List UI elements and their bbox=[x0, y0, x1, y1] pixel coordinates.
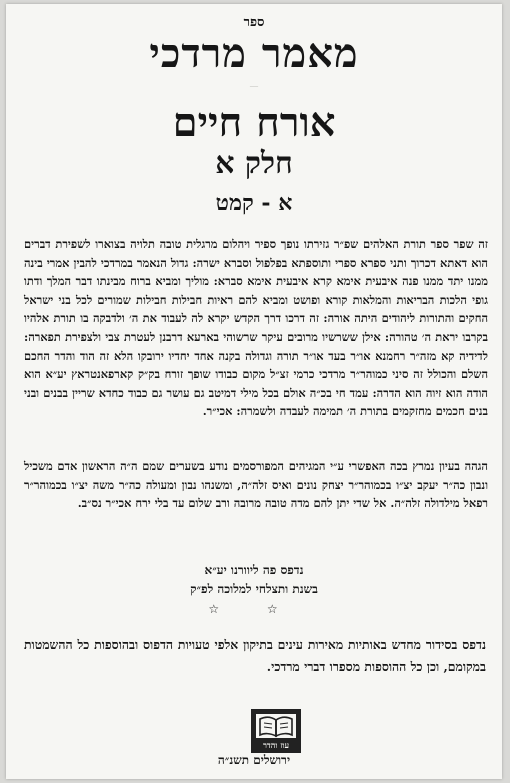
proofreader-father-2: רפאל מילדולה bbox=[424, 496, 488, 511]
title-page bbox=[6, 4, 502, 779]
edition-note: נדפס בסידור מחדש באותיות מאירות עינים בתיקון אלפי טעויות הדפוס ובהוספות כל ההשמטות במקומם, וכן כל ההוספות מספרו דברי מרדכי. bbox=[24, 637, 486, 674]
publish-year: בשנת ותצלחי למלוכה לפ״ק bbox=[190, 582, 318, 596]
open-book-icon bbox=[256, 714, 296, 738]
proofreader-father-1: יצחק נונים ואיס bbox=[272, 477, 344, 492]
faint-line: — bbox=[249, 82, 259, 92]
author-name: במרדכי bbox=[100, 255, 133, 270]
publish-place: נדפס פה ליוורנו יע״א bbox=[204, 563, 304, 577]
subtitle-range: א - קמט bbox=[215, 190, 293, 216]
subtitle-part: חלק א bbox=[215, 146, 293, 181]
author-full-name: מרדכי כרמי bbox=[293, 367, 346, 382]
pre-title: ספר bbox=[243, 15, 265, 30]
stars-ornament: ☆ ☆ bbox=[208, 602, 300, 616]
subtitle-section: אורח חיים bbox=[172, 99, 336, 146]
intro-paragraph: זה שפר ספר תורת האלהים שפ״ר גזירתו נופך ספיר ויהלום מרגלית טובה תלויה בצוארו לשפירת דברים הוא דאתא דכרוך ותני ספרא ספרי ותוספתא בפלפול וסברא ישרה: גדול הנאמר במרדכי להבין אמרי בינה ממנו יתד ממנו פנה איבעית אימא קרא איבעית אימא סברא: מוליך ומביא ברוח מבינתו דבר המלך ודתו גופי הלכות הבריאות והמלאות קורא ופושט ומביא להם ראיות חבילות חבילות שמורים לכל בני ישראל החקים והתורות ליהודים היתה אורה: זה דרכו דרך הקדש יקרא לה לעבוד את ה׳ ולדבקה בו תורת אלהיו בקרבו יראת ה׳ טהורה: אילן ששרשיו מרובים עיקר שרשוהי בארעא דרבנן לעטרת צבי ולצפירת תפארה: לדידיה קא מזה״ר רחמנא או״ר בעד או״ר תורה וגדולה בקנה אחד יחדיו ירובקו הלא זה הוד והדר החכם השלם והכולל זה סיני כמוהר״ר מרדכי כרמי זצ״ל מקום כבודו שופך זורח בק״ק קארפאנטראץ יע״א הוא הודה הוא זיוה הוא הדרה: עמד חי בכ״ה אולם בכל מילי דמיטב גם עושר גם כבוד כחדא שריין בבנים ובני בנים חכמים מחזקמים בתורת ה׳ תמימה לעבדה ולשמרה: אכי״ר. bbox=[24, 237, 488, 419]
proofreaders-paragraph: הגהה בעיון נמרץ בכה האפשרי ע״י המגיהים המפורסמים נודע בשערים שמם ה״ה הראשון אדם משכיל ונבון כה״ר יעקב יצ״ו בכמוהר״ר יצחק נונים ואיס זלה״ה, ומשנהו נבון ומעולה כה״ר משה יצ״ו בכמוהר״ר רפאל מילדולה זלה״ה. אל שדי יתן להם מדה טובה מרובה ורב שלום עד בלי ירח אכי״ר נס״ב. bbox=[24, 459, 488, 511]
publisher-logo bbox=[251, 709, 301, 753]
proofreader-name-1: יעקב bbox=[417, 477, 439, 492]
book-title: מאמר מרדכי bbox=[149, 30, 359, 77]
publication-city-year: ירושלים תשנ״ה bbox=[217, 753, 291, 767]
publisher-logo-text: עוז והדר bbox=[262, 740, 289, 750]
